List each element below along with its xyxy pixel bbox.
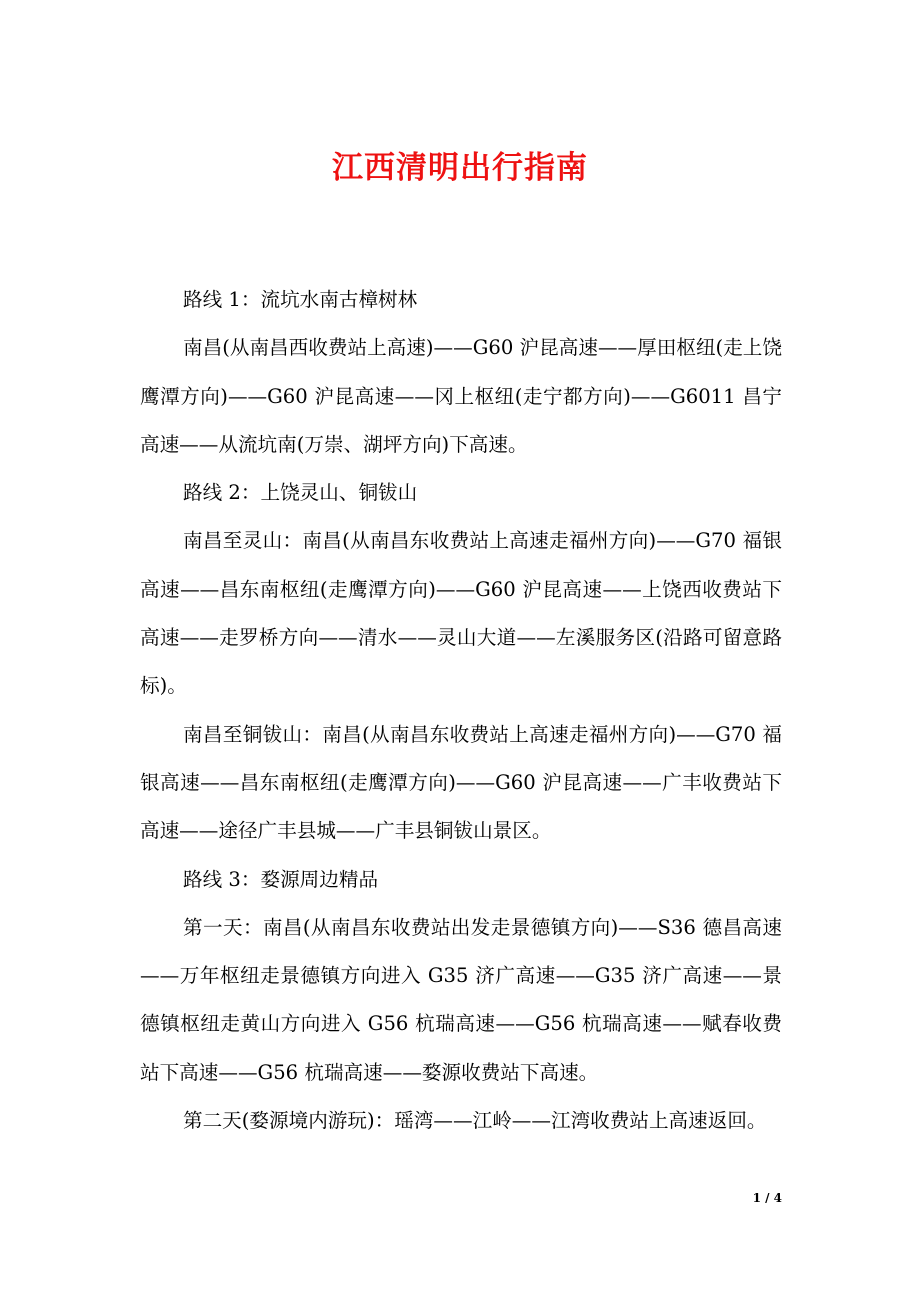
route-3-heading: 路线 3：婺源周边精品 [183, 867, 379, 891]
document-title: 江西清明出行指南 [332, 150, 588, 186]
route-3-day-one: 第一天：南昌(从南昌东收费站出发走景德镇方向)——S36 德昌高速——万年枢纽走景德镇方向进入 G35 济广高速——G35 济广高速——景德镇枢纽走黄山方向进入 G56 杭瑞高速——G56 杭瑞高速——赋春收费站下高速——G56 杭瑞高速——婺源收费站下高速。 [140, 915, 782, 1084]
route-1-directions: 南昌(从南昌西收费站上高速)——G60 沪昆高速——厚田枢纽(走上饶鹰潭方向)——G60 沪昆高速——冈上枢纽(走宁都方向)——G6011 昌宁高速——从流坑南(万崇、湖坪方向)下高速。 [140, 336, 782, 456]
route-2-lingshan-directions: 南昌至灵山：南昌(从南昌东收费站上高速走福州方向)——G70 福银高速——昌东南枢纽(走鹰潭方向)——G60 沪昆高速——上饶西收费站下高速——走罗桥方向——清水——灵山大道——左溪服务区(沿路可留意路标)。 [140, 529, 782, 698]
document-body [140, 276, 782, 1145]
route-2-tongboshan-directions: 南昌至铜钹山：南昌(从南昌东收费站上高速走福州方向)——G70 福银高速——昌东南枢纽(走鹰潭方向)——G60 沪昆高速——广丰收费站下高速——途径广丰县城——广丰县铜钹山景区。 [140, 722, 782, 843]
route-3-day-two: 第二天(婺源境内游玩)：瑶湾——江岭——江湾收费站上高速返回。 [183, 1109, 767, 1133]
page-number: 1 / 4 [752, 1191, 782, 1205]
route-1-heading: 路线 1：流坑水南古樟树林 [183, 288, 418, 311]
route-2-heading: 路线 2：上饶灵山、铜钹山 [183, 481, 418, 505]
